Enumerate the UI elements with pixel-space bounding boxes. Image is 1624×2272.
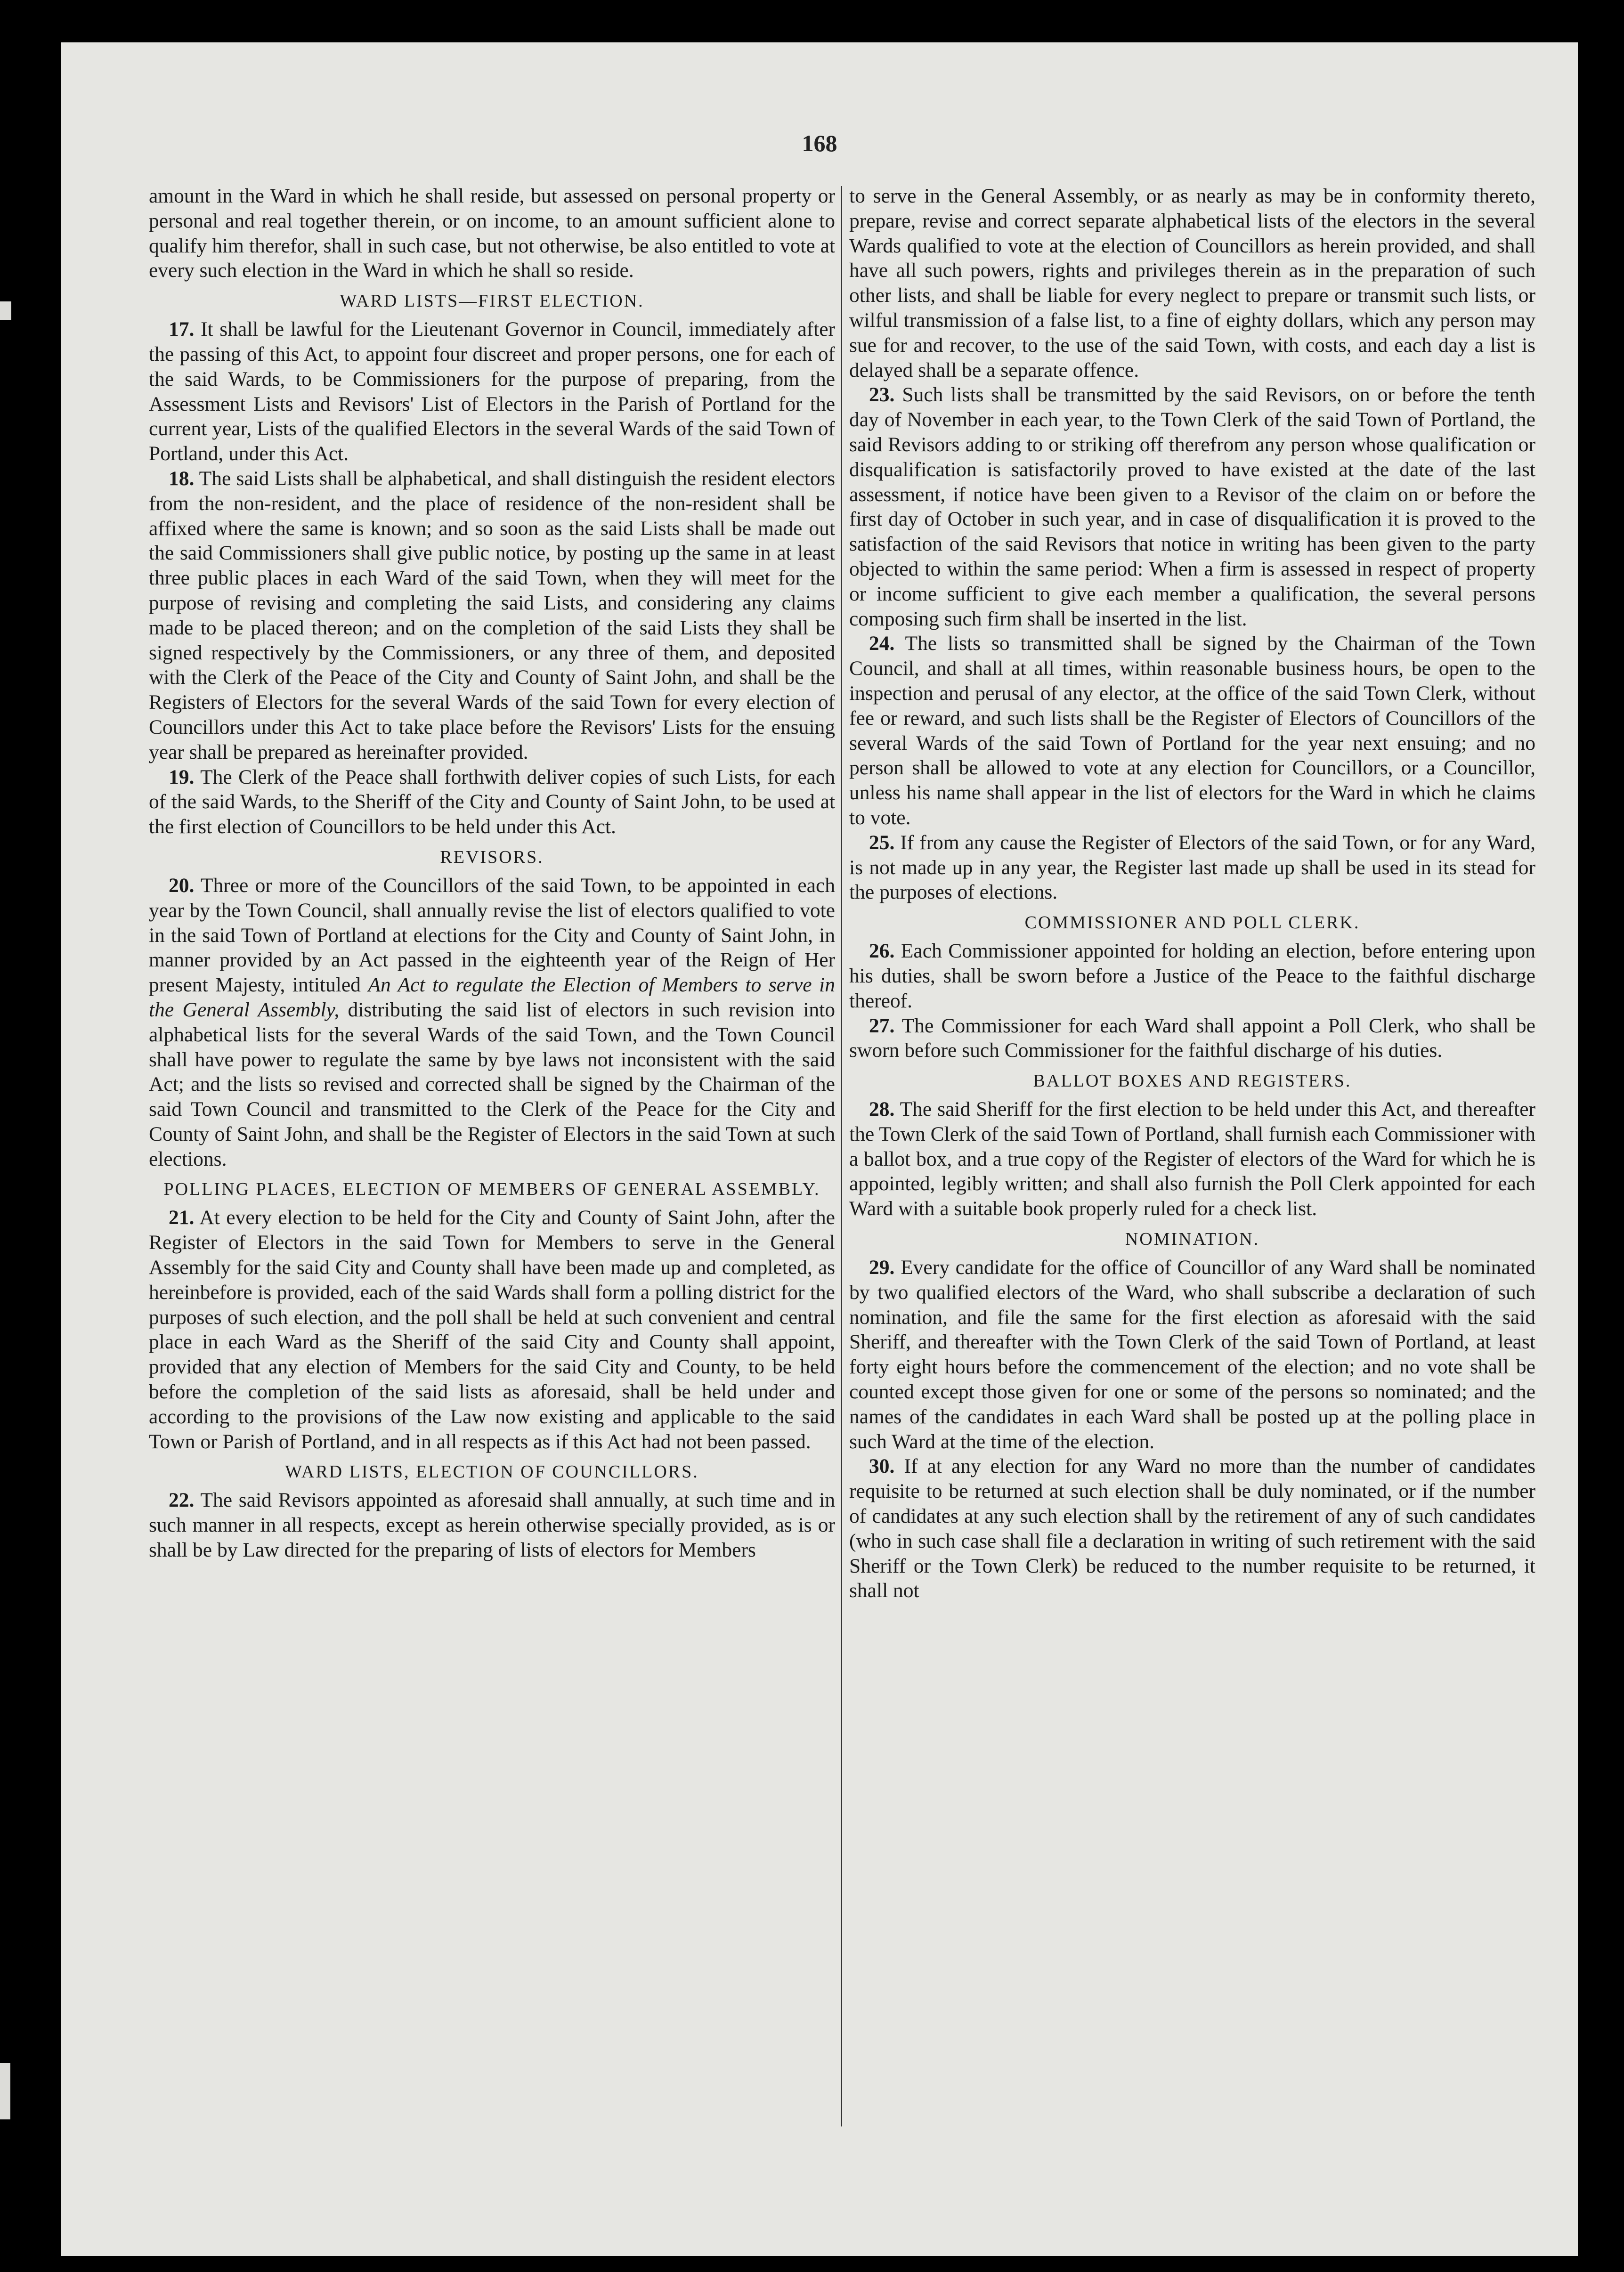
paragraph-text: The Commissioner for each Ward shall appoint a Poll Clerk, who shall be sworn before such Commissioner for the faithful discharge of his duties. [849, 1014, 1535, 1062]
section-paragraph [149, 317, 835, 466]
section-paragraph [849, 631, 1535, 830]
section-paragraph [149, 466, 835, 765]
paragraph-text: amount in the Ward in which he shall reside, but assessed on personal property or personal and real together therein, or on income, to an amount sufficient alone to qualify him therefor, shall in such case, but not otherwise, be also entitled to vote at every such election in the Ward in which he shall so reside. [149, 185, 835, 282]
section-number: 27. [869, 1014, 895, 1037]
section-heading: WARD LISTS, ELECTION OF COUNCILLORS. [285, 1462, 699, 1482]
section-number: 28. [869, 1098, 895, 1121]
paragraph-text: Such lists shall be transmitted by the said Revisors, on or before the tenth day of November in each year, to the Town Clerk of the said Town of Portland, the said Revisors adding to or striking off therefrom any person whose qualification or disqualification is satisfactorily proved to have existed at the date of the last assessment, if notice have been given to a Revisor of the claim on or before the first day of October in such year, and in case of disqualification it is proved to the satisfaction of the said Revisors that notice in writing has been given to the party objected to within the same period: When a firm is assessed in respect of property or income sufficient to give each member a qualification, the several persons composing such firm shall be inserted in the list. [849, 383, 1536, 630]
column-divider [841, 186, 842, 2126]
section-paragraph [149, 873, 835, 1172]
scan-edge-mark [0, 301, 11, 320]
paragraph-text: The lists so transmitted shall be signed by the Chairman of the Town Council, and shall at all times, within reasonable business hours, be open to the inspection and perusal of any elector, at the office of the said Town Clerk, without fee or reward, and such lists shall be the Register of Electors of Councillors of the several Wards of the said Town of Portland for the year next ensuing; and no person shall be allowed to vote at any election for Councillors, or a Councillor, unless his name shall appear in the list of electors for the Ward in which he claims to vote. [849, 632, 1536, 829]
section-paragraph [849, 1014, 1535, 1063]
section-paragraph [849, 1454, 1535, 1603]
section-paragraph [149, 765, 835, 839]
paragraph [849, 184, 1535, 382]
paragraph-text: Each Commissioner appointed for holding an election, before entering upon his duties, shall be sworn before a Justice of the Peace to the faithful discharge thereof. [849, 940, 1535, 1012]
scan-edge-mark [0, 2063, 10, 2119]
section-paragraph [849, 939, 1535, 1013]
section-number: 24. [869, 632, 895, 655]
paragraph-text: Every candidate for the office of Councillor of any Ward shall be nominated by two qualified electors of the Ward, who shall subscribe a declaration of such nomination, and file the same for the first election as aforesaid with the said Sheriff, and thereafter with the Town Clerk of the said Town of Portland, at least forty eight hours before the commencement of the election; and no vote shall be counted except those given for one or some of the persons so nominated; and the names of the candidates in each Ward shall be posted up at the polling place in such Ward at the time of the election. [849, 1256, 1536, 1453]
paragraph-text: It shall be lawful for the Lieutenant Governor in Council, immediately after the passing of this Act, to appoint four discreet and proper persons, one for each of the said Wards, to be Commissioners for the purpose of preparing, from the Assessment Lists and Revisors' List of Electors in the Parish of Portland for the current year, Lists of the qualified Electors in the several Wards of the said Town of Portland, under this Act. [149, 318, 835, 465]
section-number: 26. [869, 940, 895, 963]
section-number: 17. [169, 318, 195, 341]
paragraph-text: The Clerk of the Peace shall forthwith deliver copies of such Lists, for each of the said Wards, to the Sheriff of the City and County of Saint John, to be used at the first election of Councillors to be held under this Act. [149, 765, 835, 838]
section-number: 25. [869, 831, 895, 854]
section-paragraph [849, 382, 1535, 631]
paragraph-text: If from any cause the Register of Electors of the said Town, or for any Ward, is not made up in any year, the Register last made up shall be used in its stead for the purposes of elections. [849, 831, 1536, 904]
paragraph-text: The said Lists shall be alphabetical, and shall distinguish the resident electors from the non-resident, and the place of residence of the non-resident shall be affixed where the same is known; and so soon as the said Lists shall be made out the said Commissioners shall give public notice, by posting up the same in at least three public places in each Ward of the said Town, when they will meet for the purpose of revising and completing the said Lists, and considering any claims made to be placed thereon; and on the completion of the said Lists they shall be signed respectively by the Commissioners, or any three of them, and deposited with the Clerk of the Peace of the City and County of Saint John, and shall be the Registers of Electors for the several Wards of the said Town for every election of Councillors under this Act to take place before the Revisors' Lists for the ensuing year shall be prepared as hereinafter provided. [149, 467, 835, 763]
paragraph-text: The said Revisors appointed as aforesaid shall annually, at such time and in such manner in all respects, except as herein otherwise specially provided, as is or shall be by Law directed for the preparing of lists of electors for Members [149, 1489, 835, 1562]
section-paragraph [849, 830, 1535, 905]
section-number: 20. [169, 874, 195, 897]
section-heading: NOMINATION. [1125, 1229, 1260, 1250]
section-number: 18. [169, 467, 195, 490]
paragraph [149, 184, 835, 283]
right-column [849, 184, 1535, 1603]
section-paragraph [149, 1488, 835, 1562]
paragraph-text: to serve in the General Assembly, or as nearly as may be in conformity thereto, prepare, revise and correct separate alphabetical lists of the electors in the several Wards qualified to vote at the election of Councillors as herein provided, and shall have all such powers, rights and privileges therein as in the preparation of such other lists, and shall be liable for every neglect to prepare or transmit such lists, or wilful transmission of a false list, to a fine of eighty dollars, which any person may sue for and recover, to the use of the said Town, with costs, and each day a list is delayed shall be a separate offence. [849, 185, 1535, 381]
section-number: 19. [169, 765, 195, 788]
section-heading: REVISORS. [440, 847, 544, 867]
section-number: 22. [169, 1489, 195, 1512]
page-number: 168 [802, 130, 837, 156]
act-title: An Act to regulate the Election of Members to serve in the General Assembly, [149, 974, 836, 1021]
section-number: 23. [869, 383, 895, 406]
section-number: 21. [169, 1206, 195, 1229]
paragraph-text: distributing the said list of electors in such revision into alphabetical lists for the several Wards of the said Town, and the Town Council shall have power to regulate the same by bye laws not inconsistent with the said Act; and the lists so revised and corrected shall be signed by the Chairman of the said Town Council and transmitted to the Clerk of the Peace for the City and County of Saint John, and shall be the Register of Electors in the said Town at such elections. [149, 998, 836, 1170]
section-heading: WARD LISTS—FIRST ELECTION. [340, 291, 644, 311]
section-heading: POLLING PLACES, ELECTION OF MEMBERS OF GENERAL ASSEMBLY. [163, 1179, 820, 1200]
section-number: 29. [869, 1256, 895, 1279]
paragraph-text: The said Sheriff for the first election to be held under this Act, and thereafter the Town Clerk of the said Town of Portland, shall furnish each Commissioner with a ballot box, and a true copy of the Register of electors of the Ward for which he is appointed, legibly written; and shall also furnish the Poll Clerk appointed for each Ward with a suitable book properly ruled for a check list. [849, 1098, 1536, 1220]
section-paragraph [849, 1255, 1535, 1454]
section-paragraph [849, 1097, 1535, 1221]
left-column [149, 184, 835, 1563]
section-number: 30. [869, 1455, 895, 1478]
paragraph-text: If at any election for any Ward no more than the number of candidates requisite to be returned at such election shall be duly nominated, or if the number of candidates at any such election shall by the retirement of any of such candidates (who in such case shall file a declaration in writing of such retirement with the said Sheriff or the Town Clerk) be reduced to the number requisite to be returned, it shall not [849, 1455, 1536, 1602]
section-heading: COMMISSIONER AND POLL CLERK. [1024, 913, 1360, 933]
paragraph-text: At every election to be held for the City and County of Saint John, after the Register of Electors in the said Town for Members to serve in the General Assembly for the said City and County shall have been made up and completed, as hereinbefore is provided, each of the said Wards shall form a polling district for the purposes of such election, and the poll shall be held at such convenient and central place in each Ward as the Sheriff of the said City and County shall appoint, provided that any election of Members for the said City and County, to be held before the completion of the said lists as aforesaid, shall be held under and according to the provisions of the Law now existing and applicable to the said Town or Parish of Portland, and in all respects as if this Act had not been passed. [149, 1206, 835, 1453]
paragraph-text: Three or more of the Councillors of the said Town, to be appointed in each year by the Town Council, shall annually revise the list of electors qualified to vote in the said Town of Portland at elections for the City and County of Saint John, in manner provided by an Act passed in the eighteenth year of the Reign of Her present Majesty, intituled [149, 874, 836, 997]
section-heading: BALLOT BOXES AND REGISTERS. [1033, 1071, 1352, 1091]
document-page [61, 42, 1578, 2256]
section-paragraph [149, 1205, 835, 1454]
